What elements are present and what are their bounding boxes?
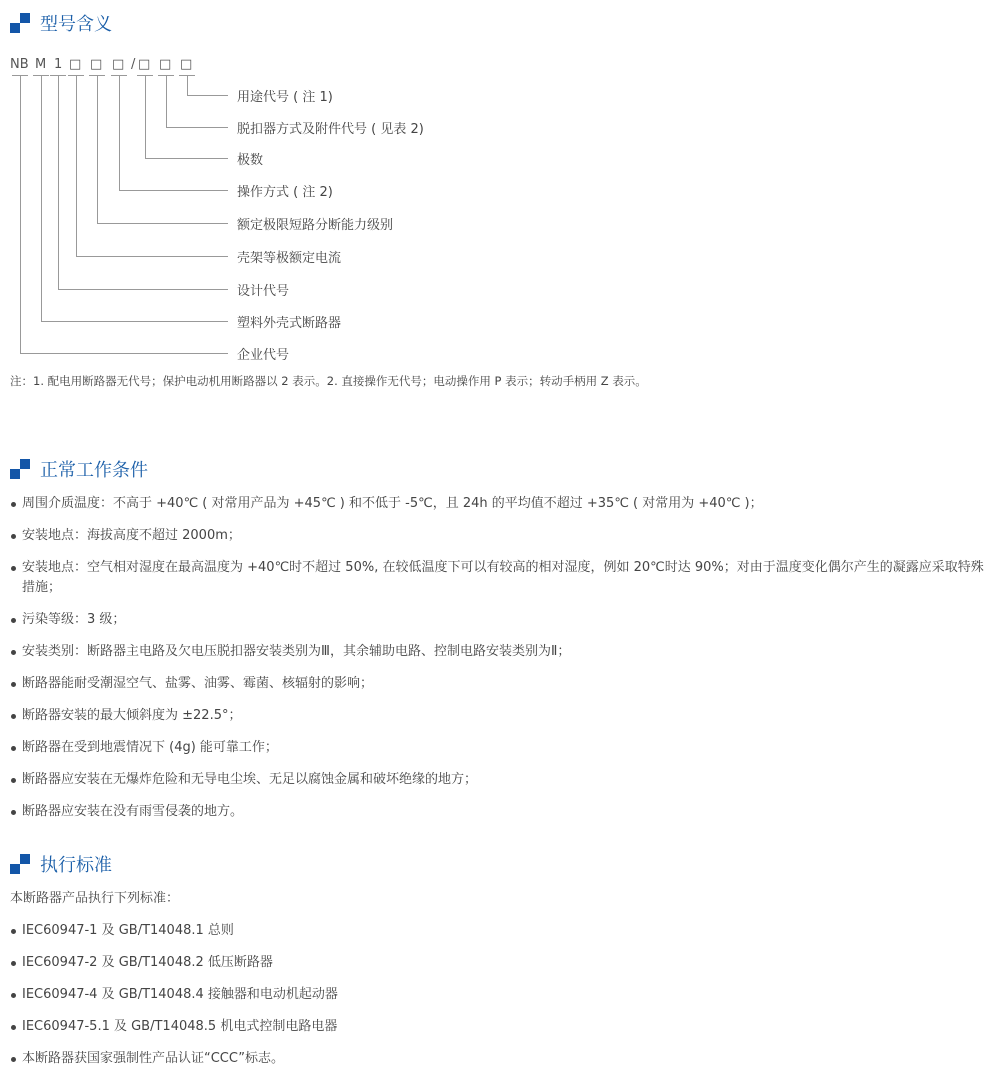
model-code-segment: NB: [10, 57, 29, 72]
standards-list: [10, 889, 985, 1081]
model-code-segment: □: [159, 57, 172, 72]
list-item: IEC60947-4 及 GB/T14048.4 接触器和电动机起动器: [10, 985, 985, 1005]
model-code-segment: □: [138, 57, 151, 72]
list-item: IEC60947-2 及 GB/T14048.2 低压断路器: [10, 953, 985, 973]
model-diagram-lines: [0, 0, 260, 370]
list-item: 断路器在受到地震情况下 (4g) 能可靠工作；: [10, 738, 985, 758]
model-label: 极数: [237, 153, 264, 168]
list-item: 本断路器获国家强制性产品认证“CCC”标志。: [10, 1049, 985, 1069]
model-code-segment: 1: [54, 57, 63, 72]
standards-intro: 本断路器产品执行下列标准：: [10, 891, 180, 906]
model-label: 用途代号 ( 注 1): [237, 90, 333, 105]
model-code-segment: □: [180, 57, 193, 72]
list-item: 周围介质温度：不高于 +40℃ ( 对常用产品为 +45℃ ) 和不低于 -5℃，且 24h 的平均值不超过 +35℃ ( 对常用为 +40℃ )；: [10, 494, 985, 514]
heading-text: 执行标准: [40, 855, 112, 876]
list-item: 断路器安装的最大倾斜度为 ±22.5°；: [10, 706, 985, 726]
model-note: 注：1. 配电用断路器无代号；保护电动机用断路器以 2 表示。2. 直接操作无代号；电动操作用 P 表示；转动手柄用 Z 表示。: [10, 374, 647, 388]
list-item: IEC60947-1 及 GB/T14048.1 总则: [10, 921, 985, 941]
list-item: 断路器应安装在无爆炸危险和无导电尘埃、无足以腐蚀金属和破坏绝缘的地方；: [10, 770, 985, 790]
section-square-icon: [10, 459, 32, 479]
model-label: 脱扣器方式及附件代号 ( 见表 2): [237, 122, 424, 137]
model-code-segment: M: [35, 57, 47, 72]
model-label: 额定极限短路分断能力级别: [237, 218, 394, 233]
conditions-list: [10, 494, 985, 834]
list-item: 污染等级：3 级；: [10, 610, 985, 630]
list-item: 安装地点：海拔高度不超过 2000m；: [10, 526, 985, 546]
model-code-segment: /: [131, 57, 136, 72]
model-code-segment: □: [90, 57, 103, 72]
section-heading-standards: [10, 851, 112, 877]
list-item: 安装类别：断路器主电路及欠电压脱扣器安装类别为Ⅲ，其余辅助电路、控制电路安装类别为Ⅱ；: [10, 642, 985, 662]
model-code-segment: □: [112, 57, 125, 72]
list-item: 断路器能耐受潮湿空气、盐雾、油雾、霉菌、核辐射的影响；: [10, 674, 985, 694]
model-label: 壳架等极额定电流: [237, 251, 342, 266]
list-item: IEC60947-5.1 及 GB/T14048.5 机电式控制电路电器: [10, 1017, 985, 1037]
model-label: 设计代号: [237, 284, 290, 299]
heading-text: 型号含义: [40, 14, 112, 35]
model-label: 塑料外壳式断路器: [237, 316, 342, 331]
section-square-icon: [10, 854, 32, 874]
model-label: 企业代号: [237, 348, 290, 363]
heading-text: 正常工作条件: [40, 460, 148, 481]
model-code-segment: □: [69, 57, 82, 72]
list-item: 断路器应安装在没有雨雪侵袭的地方。: [10, 802, 985, 822]
list-item: 安装地点：空气相对湿度在最高温度为 +40℃时不超过 50%, 在较低温度下可以有较高的相对湿度，例如 20℃时达 90%；对由于温度变化偶尔产生的凝露应采取特殊措施；: [10, 558, 985, 598]
section-heading-conditions: [10, 456, 148, 482]
model-label: 操作方式 ( 注 2): [237, 185, 333, 200]
